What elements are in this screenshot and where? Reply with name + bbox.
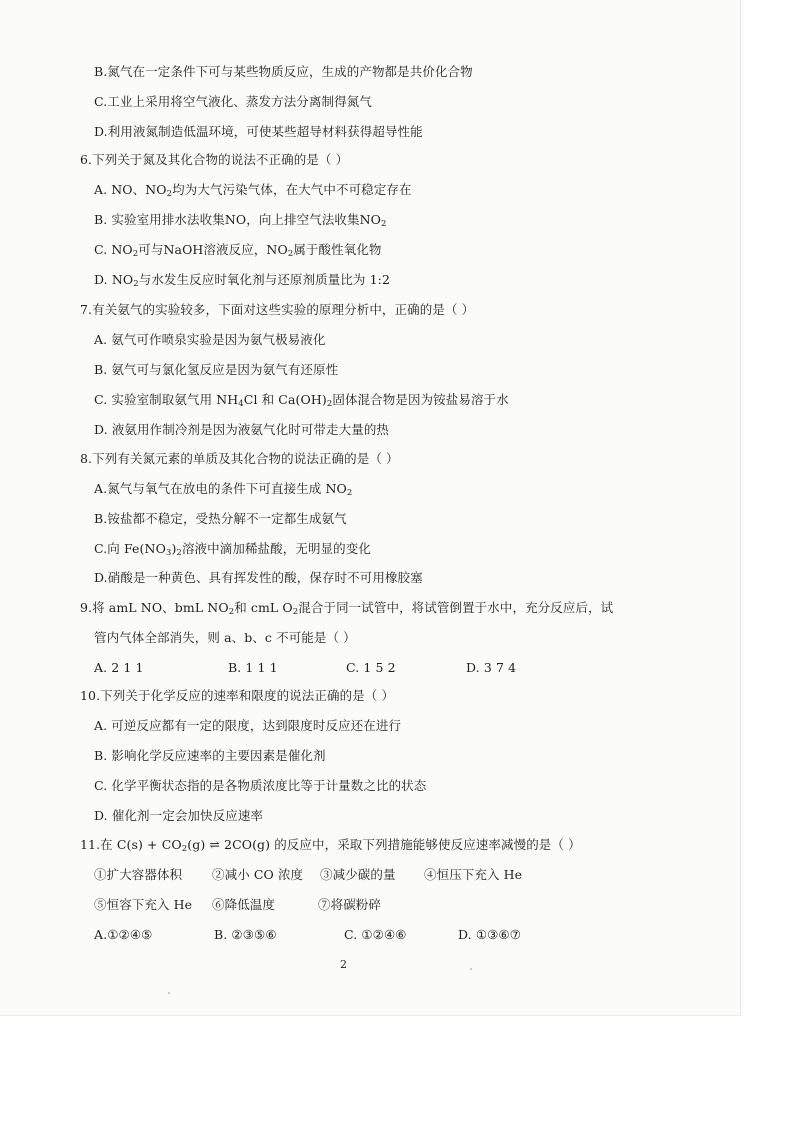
- q10-option-a: A. 可逆反应都有一定的限度，达到限度时反应还在进行: [94, 718, 402, 733]
- q5-option-d: D.利用液氮制造低温环境，可使某些超导材料获得超导性能: [94, 124, 423, 139]
- q11-option-c: C. ①②④⑥: [344, 927, 407, 942]
- q8-option-a: A.氮气与氧气在放电的条件下可直接生成 $NO_2$: [94, 481, 353, 498]
- question-7: 7.有关氨气的实验较多，下面对这些实验的原理分析中，正确的是（ ）: [80, 302, 475, 317]
- q8-option-c: C.向 $Fe(NO_3)_2$溶液中滴加稀盐酸，无明显的变化: [94, 541, 371, 558]
- q11-measure-4: ④恒压下充入 He: [424, 867, 523, 882]
- q11-measure-3: ③减少碳的量: [320, 867, 396, 882]
- q11-option-b: B. ②③⑤⑥: [214, 927, 277, 942]
- q7-option-d: D. 液氨用作制冷剂是因为液氨气化时可带走大量的热: [94, 422, 390, 437]
- q10-option-b: B. 影响化学反应速率的主要因素是催化剂: [94, 748, 326, 763]
- question-9: 9.将 amL NO、bmL $NO_2$和 cmL $O_2$混合于同一试管中，将试管倒置于水中，充分反应后，试: [80, 600, 614, 617]
- q9-option-b: B. 1 1 1: [228, 660, 278, 675]
- q11-measure-6: ⑥降低温度: [212, 897, 276, 912]
- q7-option-c: C. 实验室制取氨气用 $NH_4Cl$ 和 $Ca(OH)_2$固体混合物是因为铵盐易溶于水: [94, 392, 509, 409]
- question-6: 6.下列关于氮及其化合物的说法不正确的是（ ）: [80, 152, 349, 167]
- q11-option-d: D. ①③⑥⑦: [458, 927, 522, 942]
- q6-option-d: D. $NO_2$与水发生反应时氧化剂与还原剂质量比为 1:2: [94, 272, 391, 289]
- q5-option-c: C.工业上采用将空气液化、蒸发方法分离制得氮气: [94, 94, 372, 109]
- question-11: 11.在 $C(s) + CO_2(g)$ ⇌ 2CO(g) 的反应中，采取下列措施能够使反应速率减慢的是（ ）: [80, 837, 581, 854]
- scan-speck: [168, 992, 170, 994]
- question-10: 10.下列关于化学反应的速率和限度的说法正确的是（ ）: [80, 688, 395, 703]
- q8-option-b: B.铵盐都不稳定，受热分解不一定都生成氨气: [94, 511, 347, 526]
- q6-option-a: A. NO、$NO_2$均为大气污染气体，在大气中不可稳定存在: [94, 182, 412, 199]
- q11-measure-1: ①扩大容器体积: [94, 867, 183, 882]
- question-9-cont: 管内气体全部消失，则 a、b、c 不可能是（ ）: [94, 630, 356, 645]
- q11-option-a: A.①②④⑤: [94, 927, 153, 942]
- page-number: 2: [340, 958, 347, 971]
- q9-option-a: A. 2 1 1: [94, 660, 144, 675]
- q7-option-b: B. 氨气可与氯化氢反应是因为氨气有还原性: [94, 362, 339, 377]
- q6-option-b: B. 实验室用排水法收集NO，向上排空气法收集$NO_2$: [94, 212, 387, 229]
- q9-option-c: C. 1 5 2: [346, 660, 396, 675]
- question-8: 8.下列有关氮元素的单质及其化合物的说法正确的是（ ）: [80, 451, 399, 466]
- q9-option-d: D. 3 7 4: [466, 660, 517, 675]
- q10-option-c: C. 化学平衡状态指的是各物质浓度比等于计量数之比的状态: [94, 778, 427, 793]
- q11-measure-5: ⑤恒容下充入 He: [94, 897, 193, 912]
- q10-option-d: D. 催化剂一定会加快反应速率: [94, 808, 264, 823]
- q6-option-c: C. $NO_2$可与NaOH溶液反应，$NO_2$属于酸性氧化物: [94, 242, 382, 259]
- q11-measure-7: ⑦将碳粉碎: [318, 897, 382, 912]
- q7-option-a: A. 氨气可作喷泉实验是因为氨气极易液化: [94, 332, 326, 347]
- scan-speck: [470, 968, 472, 970]
- q8-option-d: D.硝酸是一种黄色、具有挥发性的酸，保存时不可用橡胶塞: [94, 570, 423, 585]
- q11-measure-2: ②减小 CO 浓度: [212, 867, 304, 882]
- q5-option-b: B.氮气在一定条件下可与某些物质反应，生成的产物都是共价化合物: [94, 64, 473, 79]
